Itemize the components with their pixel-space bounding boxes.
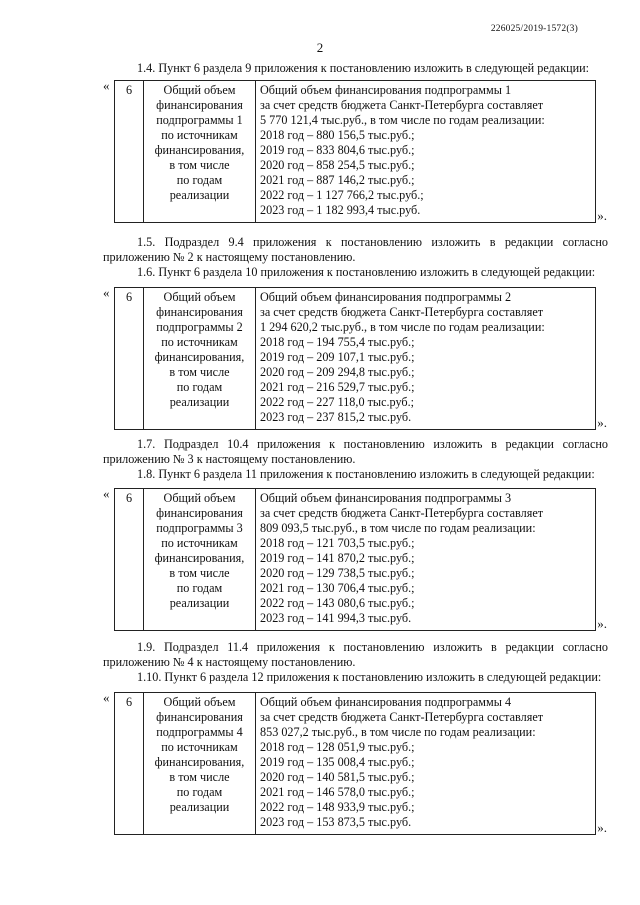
open-quote: « [103, 486, 110, 501]
value-line: 2022 год – 143 080,6 тыс.руб.; [260, 596, 415, 610]
open-quote: « [103, 285, 110, 300]
paragraph-1-6: 1.6. Пункт 6 раздела 10 приложения к постановлению изложить в следующей редакции: [137, 265, 596, 279]
value-line: 2023 год – 141 994,3 тыс.руб. [260, 611, 412, 625]
label-line: в том числе [169, 365, 230, 379]
value-line: 2023 год – 153 873,5 тыс.руб. [260, 815, 412, 829]
financing-table-4 [114, 692, 596, 835]
value-line: 1 294 620,2 тыс.руб., в том числе по годам реализации: [260, 320, 545, 334]
label-line: подпрограммы 3 [156, 521, 243, 535]
value-line: 809 093,5 тыс.руб., в том числе по годам реализации: [260, 521, 536, 535]
label-line: Общий объем [163, 491, 236, 505]
item-label [144, 288, 256, 430]
value-line: 2018 год – 121 703,5 тыс.руб.; [260, 536, 415, 550]
label-line: финансирования, [154, 551, 245, 565]
item-number: 6 [115, 81, 144, 223]
value-line: 2021 год – 146 578,0 тыс.руб.; [260, 785, 415, 799]
paragraph-1-10: 1.10. Пункт 6 раздела 12 приложения к постановлению изложить в следующей редакции: [137, 670, 602, 684]
label-line: в том числе [169, 158, 230, 172]
item-value [256, 489, 596, 631]
document-number: 226025/2019-1572(3) [490, 24, 578, 34]
open-quote: « [103, 78, 110, 93]
value-line: 2020 год – 209 294,8 тыс.руб.; [260, 365, 415, 379]
item-label [144, 489, 256, 631]
label-line: финансирования [156, 305, 243, 319]
table-row [115, 693, 596, 835]
value-line: 2021 год – 216 529,7 тыс.руб.; [260, 380, 415, 394]
label-line: Общий объем [163, 695, 236, 709]
page-number: 2 [316, 40, 324, 55]
label-line: по источникам [161, 536, 238, 550]
value-line: 2019 год – 833 804,6 тыс.руб.; [260, 143, 415, 157]
close-quote: ». [597, 415, 607, 430]
label-line: подпрограммы 4 [156, 725, 243, 739]
table-row [115, 81, 596, 223]
value-line: 2021 год – 130 706,4 тыс.руб.; [260, 581, 415, 595]
label-line: в том числе [169, 770, 230, 784]
value-line: 2021 год – 887 146,2 тыс.руб.; [260, 173, 415, 187]
value-line: Общий объем финансирования подпрограммы 2 [260, 290, 512, 304]
value-line: 853 027,2 тыс.руб., в том числе по годам реализации: [260, 725, 536, 739]
label-line: Общий объем [163, 290, 236, 304]
label-line: по источникам [161, 128, 238, 142]
item-label [144, 693, 256, 835]
paragraph-1-9: 1.9. Подраздел 11.4 приложения к постановлению изложить в редакции согласно приложению № 4 к настоящему постановлению. [103, 640, 608, 669]
value-line: Общий объем финансирования подпрограммы 1 [260, 83, 512, 97]
label-line: подпрограммы 1 [156, 113, 243, 127]
label-line: финансирования [156, 710, 243, 724]
value-line: 5 770 121,4 тыс.руб., в том числе по годам реализации: [260, 113, 545, 127]
amendment-block-3 [103, 488, 609, 631]
amendment-block-2 [103, 287, 609, 430]
value-line: Общий объем финансирования подпрограммы 3 [260, 491, 512, 505]
label-line: финансирования, [154, 350, 245, 364]
close-quote: ». [597, 208, 607, 223]
value-line: 2022 год – 1 127 766,2 тыс.руб.; [260, 188, 424, 202]
amendment-block-4 [103, 692, 609, 835]
label-line: реализации [169, 395, 230, 409]
item-number: 6 [115, 489, 144, 631]
value-line: 2018 год – 128 051,9 тыс.руб.; [260, 740, 415, 754]
financing-table-1 [114, 80, 596, 223]
close-quote: ». [597, 820, 607, 835]
table-row [115, 288, 596, 430]
paragraph-1-7: 1.7. Подраздел 10.4 приложения к постановлению изложить в редакции согласно приложению № 3 к настоящему постановлению. [103, 437, 608, 466]
label-line: по годам [176, 380, 223, 394]
table-row [115, 489, 596, 631]
financing-table-3 [114, 488, 596, 631]
value-line: за счет средств бюджета Санкт-Петербурга составляет [260, 98, 544, 112]
paragraph-1-5: 1.5. Подраздел 9.4 приложения к постановлению изложить в редакции согласно приложению № 2 к настоящему постановлению. [103, 235, 608, 264]
label-line: финансирования, [154, 755, 245, 769]
item-value [256, 81, 596, 223]
label-line: по годам [176, 785, 223, 799]
value-line: за счет средств бюджета Санкт-Петербурга составляет [260, 506, 544, 520]
financing-table-2 [114, 287, 596, 430]
value-line: 2019 год – 141 870,2 тыс.руб.; [260, 551, 415, 565]
item-number: 6 [115, 288, 144, 430]
label-line: реализации [169, 596, 230, 610]
item-label [144, 81, 256, 223]
value-line: 2020 год – 140 581,5 тыс.руб.; [260, 770, 415, 784]
value-line: 2019 год – 209 107,1 тыс.руб.; [260, 350, 415, 364]
value-line: 2018 год – 194 755,4 тыс.руб.; [260, 335, 415, 349]
value-line: 2023 год – 1 182 993,4 тыс.руб. [260, 203, 421, 217]
item-value [256, 288, 596, 430]
value-line: 2022 год – 227 118,0 тыс.руб.; [260, 395, 415, 409]
label-line: по источникам [161, 335, 238, 349]
value-line: 2023 год – 237 815,2 тыс.руб. [260, 410, 412, 424]
value-line: Общий объем финансирования подпрограммы 4 [260, 695, 512, 709]
open-quote: « [103, 690, 110, 705]
label-line: Общий объем [163, 83, 236, 97]
label-line: по годам [176, 173, 223, 187]
value-line: 2020 год – 129 738,5 тыс.руб.; [260, 566, 415, 580]
label-line: финансирования [156, 98, 243, 112]
value-line: за счет средств бюджета Санкт-Петербурга составляет [260, 305, 544, 319]
label-line: реализации [169, 800, 230, 814]
label-line: финансирования, [154, 143, 245, 157]
item-value [256, 693, 596, 835]
amendment-block-1 [103, 80, 609, 223]
label-line: реализации [169, 188, 230, 202]
item-number: 6 [115, 693, 144, 835]
label-line: в том числе [169, 566, 230, 580]
value-line: 2020 год – 858 254,5 тыс.руб.; [260, 158, 415, 172]
paragraph-1-8: 1.8. Пункт 6 раздела 11 приложения к постановлению изложить в следующей редакции: [137, 467, 595, 481]
value-line: 2018 год – 880 156,5 тыс.руб.; [260, 128, 415, 142]
label-line: подпрограммы 2 [156, 320, 243, 334]
value-line: 2022 год – 148 933,9 тыс.руб.; [260, 800, 415, 814]
label-line: по годам [176, 581, 223, 595]
paragraph-1-4: 1.4. Пункт 6 раздела 9 приложения к постановлению изложить в следующей редакции: [137, 61, 590, 75]
label-line: финансирования [156, 506, 243, 520]
value-line: за счет средств бюджета Санкт-Петербурга составляет [260, 710, 544, 724]
label-line: по источникам [161, 740, 238, 754]
close-quote: ». [597, 616, 607, 631]
value-line: 2019 год – 135 008,4 тыс.руб.; [260, 755, 415, 769]
